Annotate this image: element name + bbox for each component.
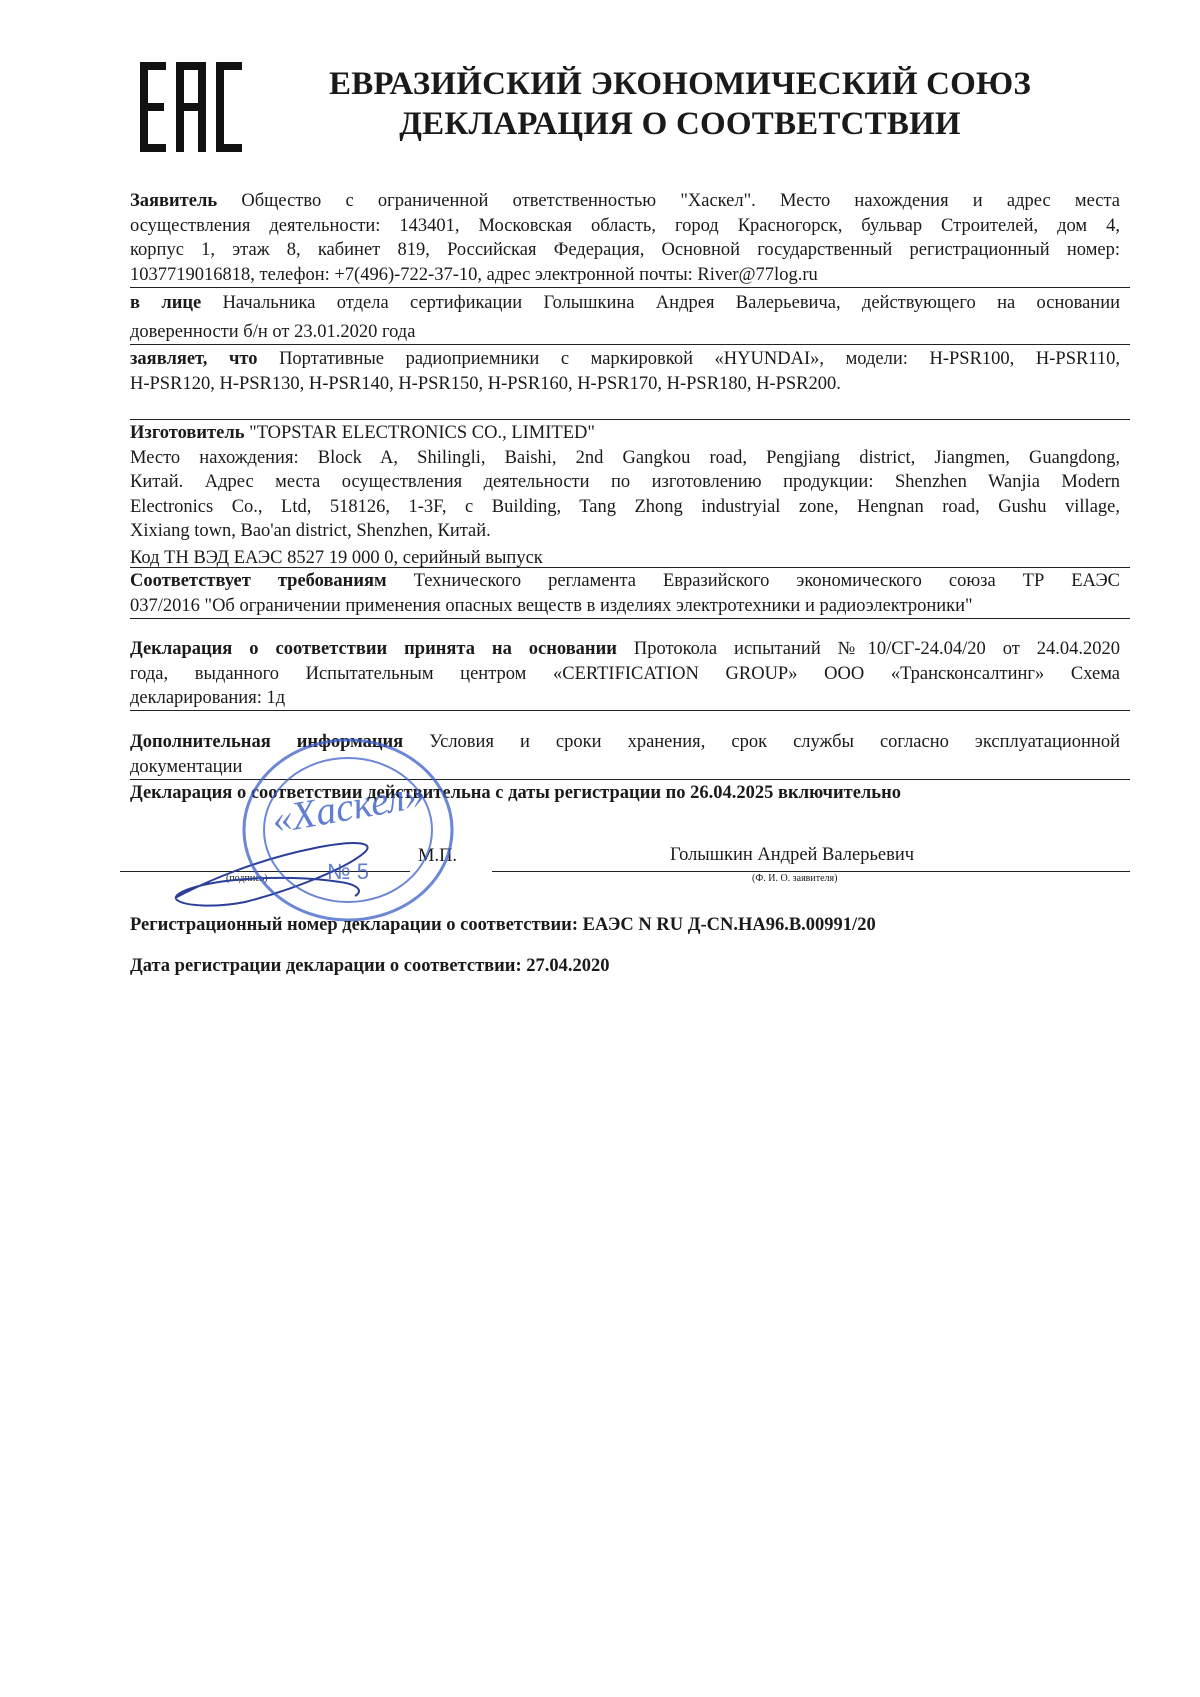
validity-statement: Декларация о соответствии действительна с даты регистрации по 26.04.2025 включительно bbox=[130, 783, 901, 803]
basis-label: Декларация о соответствии принята на основании bbox=[130, 639, 617, 659]
seal-place-label: М.П. bbox=[418, 846, 458, 866]
manufacturer-code: Код ТН ВЭД ЕАЭС 8527 19 000 0, серийный выпуск bbox=[130, 547, 543, 568]
manufacturer-address-1: Место нахождения: Block A, Shilingli, Baishi, 2nd Gangkou road, Pengjiang district, Jiangmen, Guangdong, bbox=[130, 447, 1120, 468]
header-title-union: ЕВРАЗИЙСКИЙ ЭКОНОМИЧЕСКИЙ СОЮЗ bbox=[328, 66, 1032, 102]
additional-text-1: Условия и сроки хранения, срок службы согласно эксплуатационной bbox=[429, 732, 1120, 752]
manufacturer-line-name bbox=[130, 421, 1120, 446]
divider bbox=[130, 344, 1130, 345]
applicant-line-2: осуществления деятельности: 143401, Московская область, город Красногорск, бульвар Строителей, дом 4, bbox=[130, 215, 1120, 236]
additional-line-2: документации bbox=[130, 756, 243, 777]
manufacturer-label: Изготовитель bbox=[130, 423, 245, 443]
name-caption: (Ф. И. О. заявителя) bbox=[752, 873, 838, 884]
representative-text-1: Начальника отдела сертификации Голышкина Андрея Валерьевича, действующего на основании bbox=[222, 293, 1120, 313]
declares-section bbox=[130, 347, 1120, 396]
compliance-line-1 bbox=[130, 569, 1120, 594]
declares-label: заявляет, что bbox=[130, 349, 258, 369]
signature-caption: (подпись) bbox=[226, 873, 268, 884]
manufacturer-section bbox=[130, 421, 1120, 570]
basis-text-1: Протокола испытаний №10/СГ-24.04/20 от 24.04.2020 bbox=[633, 639, 1121, 659]
representative-line-1 bbox=[130, 291, 1120, 316]
compliance-line-2: 037/2016 "Об ограничении применения опасных веществ в изделиях электротехники и радиоэлектроники" bbox=[130, 595, 973, 616]
divider bbox=[130, 567, 1130, 568]
signer-name: Голышкин Андрей Валерьевич bbox=[670, 845, 915, 865]
declares-line-1 bbox=[130, 347, 1120, 372]
name-line bbox=[492, 871, 1130, 872]
declares-line-2: H-PSR120, H-PSR130, H-PSR140, H-PSR150, H-PSR160, H-PSR170, H-PSR180, H-PSR200. bbox=[130, 373, 841, 394]
divider bbox=[130, 710, 1130, 711]
applicant-section bbox=[130, 189, 1120, 287]
compliance-section bbox=[130, 569, 1120, 618]
compliance-label: Соответствует требованиям bbox=[130, 571, 387, 591]
representative-section bbox=[130, 291, 1120, 344]
manufacturer-address-3: Electronics Co., Ltd, 518126, 1-3F, c Building, Tang Zhong industryial zone, Hengnan road, Gushu village, bbox=[130, 496, 1120, 517]
header-title-declaration: ДЕКЛАРАЦИЯ О СООТВЕТСТВИИ bbox=[399, 106, 961, 142]
basis-line-3: декларирования: 1д bbox=[130, 688, 286, 708]
stamp-company-name: «Хаскел» bbox=[268, 770, 428, 843]
registration-date: Дата регистрации декларации о соответствии: 27.04.2020 bbox=[130, 956, 610, 976]
eac-logo bbox=[140, 62, 242, 152]
document-header bbox=[300, 64, 1060, 144]
compliance-text-1: Технического регламента Евразийского экономического союза ТР ЕАЭС bbox=[413, 571, 1121, 591]
registration-number: Регистрационный номер декларации о соответствии: ЕАЭС N RU Д-CN.НА96.В.00991/20 bbox=[130, 915, 876, 935]
applicant-line-3: корпус 1, этаж 8, кабинет 819, Российская Федерация, Основной государственный регистрационный номер: bbox=[130, 240, 1120, 260]
applicant-line-4: 1037719016818, телефон: +7(496)-722-37-10, адрес электронной почты: River@77log.ru bbox=[130, 264, 818, 285]
basis-line-2: года, выданного Испытательным центром «CERTIFICATION GROUP» ООО «Трансконсалтинг» Схема bbox=[130, 663, 1120, 684]
manufacturer-address-4: Xixiang town, Bao'an district, Shenzhen, Китай. bbox=[130, 521, 491, 541]
basis-section bbox=[130, 637, 1120, 711]
declares-text-1: Портативные радиоприемники с маркировкой «HYUNDAI», модели: H-PSR100, H-PSR110, bbox=[279, 349, 1121, 369]
basis-line-1 bbox=[130, 637, 1120, 662]
stamp-number: № 5 bbox=[327, 859, 369, 884]
manufacturer-name: "TOPSTAR ELECTRONICS CO., LIMITED" bbox=[249, 423, 595, 443]
divider bbox=[130, 618, 1130, 619]
additional-label: Дополнительная информация bbox=[130, 732, 404, 752]
divider bbox=[130, 419, 1130, 420]
divider bbox=[130, 287, 1130, 288]
applicant-text-1: Общество с ограниченной ответственностью "Хаскел". Место нахождения и адрес места bbox=[241, 191, 1121, 211]
applicant-label: Заявитель bbox=[130, 191, 218, 211]
representative-label: в лице bbox=[130, 293, 202, 313]
representative-line-2: доверенности б/н от 23.01.2020 года bbox=[130, 321, 416, 342]
manufacturer-address-2: Китай. Адрес места осуществления деятельности по изготовлению продукции: Shenzhen Wanjia Modern bbox=[130, 472, 1120, 492]
applicant-line-1 bbox=[130, 189, 1120, 214]
company-stamp bbox=[238, 735, 458, 925]
